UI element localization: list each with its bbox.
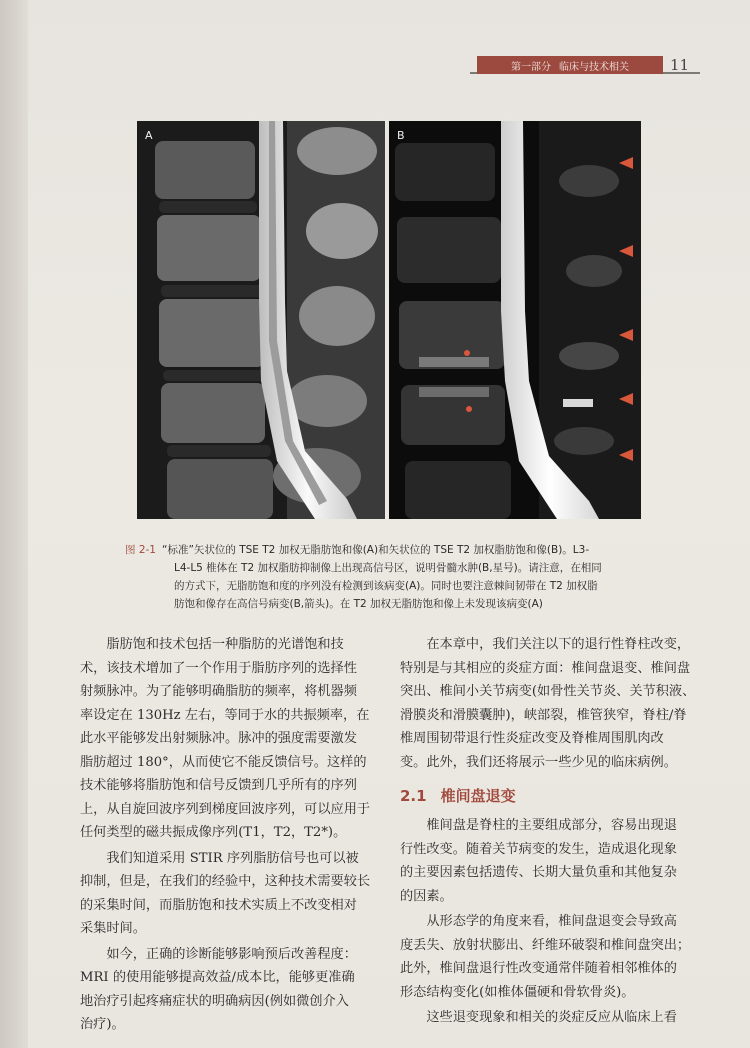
text-line: 的采集时间，而脂肪饱和技术实质上不改变相对 [80, 897, 357, 913]
text-line: 特别是与其相应的炎症方面：椎间盘退变、椎间盘 [400, 660, 691, 676]
text-line: 行性改变。随着关节病变的发生，造成退化现象 [400, 841, 677, 857]
text-line: MRI 的使用能够提高效益/成本比，能够更准确 [80, 970, 355, 985]
panel-a-label: A [145, 129, 153, 142]
text-line: 的因素。 [400, 888, 453, 904]
text-line: 椎周围韧带退行性炎症改变及脊椎周围肌肉改 [400, 731, 664, 746]
page-gutter-shadow [0, 0, 28, 1048]
text-line: 采集时间。 [80, 921, 146, 936]
mri-panel-b [389, 121, 641, 519]
text-line: 度丢失、放射状膨出、纤维环破裂和椎间盘突出； [400, 937, 691, 953]
caption-line: 肪饱和像存在高信号病变(B,箭头)。在 T2 加权无脂肪饱和像上未发现该病变(A) [174, 598, 543, 610]
figure-2-1 [137, 121, 641, 519]
section-title: 椎间盘退变 [440, 787, 516, 805]
text-line: 率设定在 130Hz 左右，等同于水的共振频率，在 [80, 707, 370, 723]
text-line: 任何类型的磁共振成像序列(T1，T2，T2*)。 [80, 825, 347, 840]
caption-line: L4-L5 椎体在 T2 加权脂肪抑制像上出现高信号区，说明骨髓水肿(B,星号)。请注意，在相同 [174, 562, 602, 574]
mri-image-b [389, 121, 641, 519]
paragraph [80, 633, 392, 845]
paragraph [400, 1006, 700, 1030]
paragraph [400, 633, 700, 774]
text-line: 的主要因素包括遗传、长期大量负重和其他复杂 [400, 865, 677, 880]
text-line: 在本章中，我们关注以下的退行性脊柱改变， [400, 637, 691, 652]
text-line: 脂肪饱和技术包括一种脂肪的光谱饱和技 [80, 637, 344, 652]
mri-panel-a [137, 121, 385, 519]
figure-caption [125, 541, 645, 613]
text-line: 椎间盘是脊柱的主要组成部分，容易出现退 [400, 818, 677, 833]
text-line: 此水平能够发出射频脉冲。脉冲的强度需要激发 [80, 731, 357, 746]
text-line: 技术能够将脂肪饱和信号反馈到几乎所有的序列 [80, 778, 357, 793]
text-line: 治疗)。 [80, 1017, 125, 1032]
text-line: 术，该技术增加了一个作用于脂肪序列的选择性 [80, 660, 357, 676]
text-line: 形态结构变化(如椎体僵硬和骨软骨炎)。 [400, 984, 635, 1000]
caption-line: 的方式下，无脂肪饱和度的序列没有检测到该病变(A)。同时也要注意棘间韧带在 T2 加权脂 [174, 580, 598, 592]
paragraph [80, 943, 392, 1037]
header-part: 第一部分 [511, 61, 551, 73]
text-line: 此外，椎间盘退行性改变通常伴随着相邻椎体的 [400, 961, 677, 976]
text-line: 我们知道采用 STIR 序列脂肪信号也可以被 [80, 850, 359, 866]
text-line: 抑制，但是，在我们的经验中，这种技术需要较长 [80, 874, 371, 889]
paragraph [400, 910, 700, 1004]
caption-label: 图 2-1 [125, 544, 156, 556]
section-heading [400, 782, 700, 810]
caption-line [125, 541, 645, 559]
text-line: 上，从自旋回波序列到梯度回波序列，可以应用于 [80, 801, 371, 817]
paragraph [80, 847, 392, 941]
right-column [400, 633, 700, 1030]
text-line: 地治疗引起疼痛症状的明确病因(例如微创介入 [80, 993, 349, 1009]
text-line: 变。此外，我们还将展示一些少见的临床病例。 [400, 754, 677, 770]
text-line: 突出、椎间小关节病变(如骨性关节炎、关节积液、 [400, 684, 696, 699]
header-title: 临床与技术相关 [559, 61, 629, 73]
panel-b-label: B [397, 129, 405, 142]
text-line: 脂肪超过 180°，从而使它不能反馈信号。这样的 [80, 754, 367, 770]
text-line: 从形态学的角度来看，椎间盘退变会导致高 [400, 914, 677, 929]
running-header [477, 56, 663, 74]
text-line: 这些退变现象和相关的炎症反应从临床上看 [400, 1010, 677, 1025]
paragraph-gap [400, 774, 700, 782]
mri-image-a [137, 121, 385, 519]
text-line: 射频脉冲。为了能够明确脂肪的频率，将机器频 [80, 684, 357, 699]
section-number: 2.1 [400, 787, 427, 805]
text-line: 如今，正确的诊断能够影响预后改善程度： [80, 946, 357, 962]
left-column [80, 633, 392, 1037]
caption-text: “标准”矢状位的 TSE T2 加权无脂肪饱和像(A)和矢状位的 TSE T2 加权脂肪饱和像(B)。L3- [162, 544, 590, 556]
text-line: 滑膜炎和滑膜囊肿)，峡部裂，椎管狭窄，脊柱/脊 [400, 707, 687, 723]
page-number: 11 [670, 56, 690, 74]
paragraph [400, 814, 700, 908]
